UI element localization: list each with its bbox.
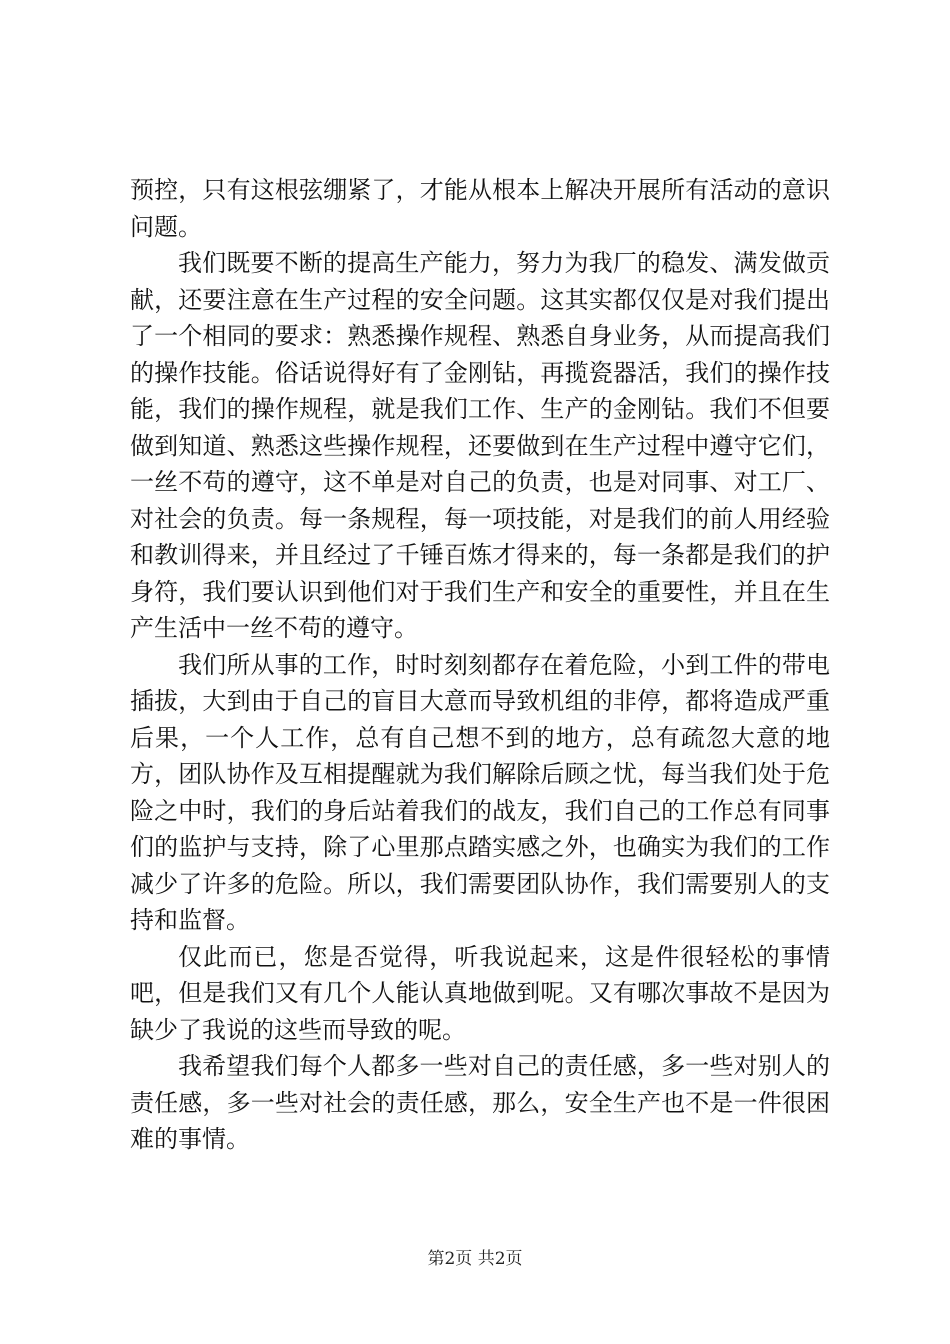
paragraph-question: 仅此而已，您是否觉得，听我说起来，这是件很轻松的事情吧，但是我们又有几个人能认真地做到呢。又有哪次事故不是因为缺少了我说的这些而导致的呢。	[130, 942, 830, 1044]
paragraph-conclusion: 我希望我们每个人都多一些对自己的责任感，多一些对别人的责任感，多一些对社会的责任感，那么，安全生产也不是一件很困难的事情。	[130, 1052, 830, 1153]
paragraph-continuation: 预控，只有这根弦绷紧了，才能从根本上解决开展所有活动的意识问题。	[130, 176, 830, 241]
paragraph-teamwork: 我们所从事的工作，时时刻刻都存在着危险，小到工件的带电插拔，大到由于自己的盲目大意而导致机组的非停，都将造成严重后果，一个人工作，总有自己想不到的地方，总有疏忽大意的地方，团队协作及互相提醒就为我们解除后顾之忧，每当我们处于危险之中时，我们的身后站着我们的战友，我们自己的工作总有同事们的监护与支持，除了心里那点踏实感之外，也确实为我们的工作减少了许多的危险。所以，我们需要团队协作，我们需要别人的支持和监督。	[130, 650, 830, 934]
page-number-footer: 第2页 共2页	[427, 1249, 523, 1269]
document-body	[130, 172, 830, 1158]
paragraph-skills: 我们既要不断的提高生产能力，努力为我厂的稳发、满发做贡献，还要注意在生产过程的安全问题。这其实都仅仅是对我们提出了一个相同的要求：熟悉操作规程、熟悉自身业务，从而提高我们的操作技能。俗话说得好有了金刚钻，再揽瓷器活，我们的操作技能，我们的操作规程，就是我们工作、生产的金刚钻。我们不但要做到知道、熟悉这些操作规程，还要做到在生产过程中遵守它们，一丝不苟的遵守，这不单是对自己的负责，也是对同事、对工厂、对社会的负责。每一条规程，每一项技能，对是我们的前人用经验和教训得来，并且经过了千锤百炼才得来的，每一条都是我们的护身符，我们要认识到他们对于我们生产和安全的重要性，并且在生产生活中一丝不苟的遵守。	[130, 249, 830, 642]
